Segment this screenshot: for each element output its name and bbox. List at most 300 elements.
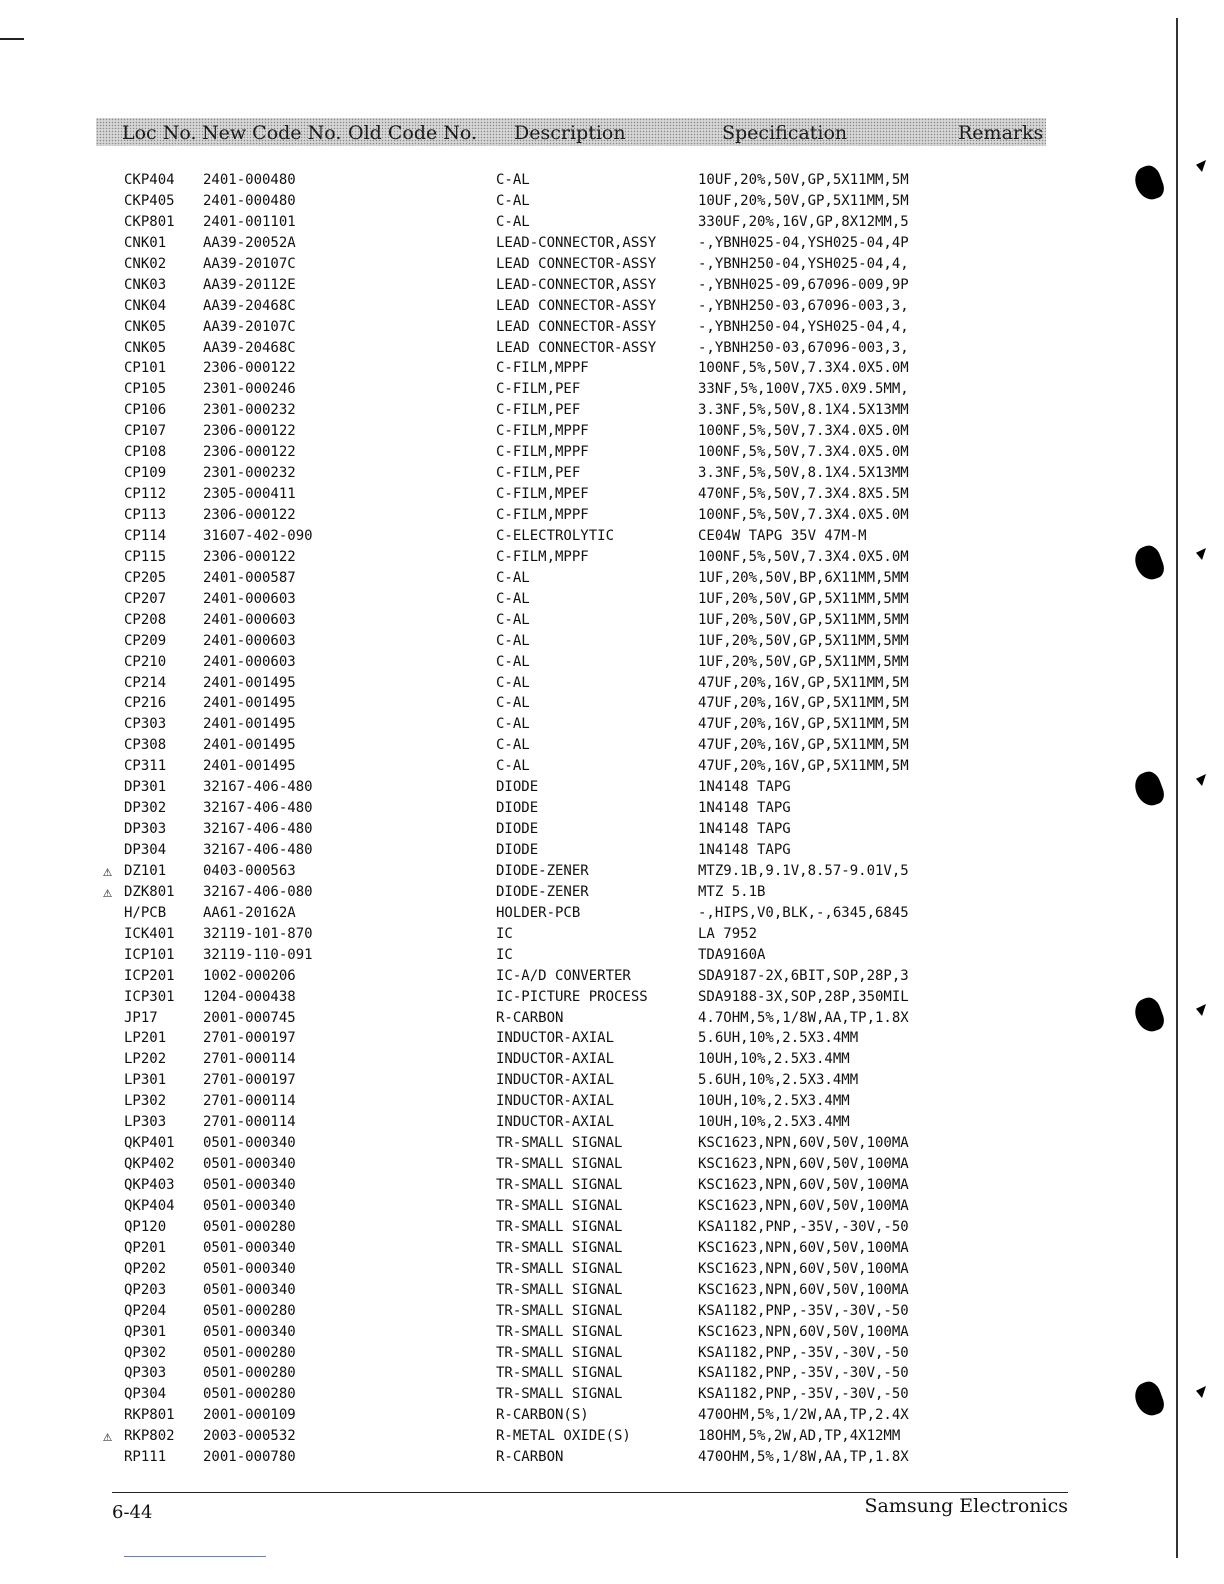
cell-description: TR-SMALL SIGNAL — [496, 1156, 623, 1173]
table-row — [0, 673, 1224, 694]
cell-new-code: 0501-000280 — [203, 1386, 296, 1403]
cell-description: TR-SMALL SIGNAL — [496, 1218, 623, 1235]
cell-specification: 18OHM,5%,2W,AD,TP,4X12MM — [698, 1428, 901, 1445]
cell-specification: 1UF,20%,50V,GP,5X11MM,5MM — [698, 632, 909, 649]
cell-description: INDUCTOR-AXIAL — [496, 1114, 615, 1131]
cell-description: INDUCTOR-AXIAL — [496, 1051, 615, 1068]
cell-specification: 1UF,20%,50V,GP,5X11MM,5MM — [698, 653, 909, 670]
cell-specification: 47UF,20%,16V,GP,5X11MM,5M — [698, 758, 909, 775]
cell-loc-no: CNK01 — [124, 234, 167, 251]
parts-table — [0, 170, 1224, 1468]
cell-specification: KSA1182,PNP,-35V,-30V,-50 — [698, 1344, 909, 1361]
cell-loc-no: LP302 — [124, 1093, 167, 1110]
table-row — [0, 1363, 1224, 1384]
cell-loc-no: QP202 — [124, 1260, 167, 1277]
cell-loc-no: CNK04 — [124, 297, 167, 314]
table-row — [0, 1133, 1224, 1154]
cell-description: LEAD-CONNECTOR,ASSY — [496, 276, 657, 293]
cell-new-code: 1002-000206 — [203, 967, 296, 984]
cell-loc-no: QP204 — [124, 1302, 167, 1319]
cell-specification: KSA1182,PNP,-35V,-30V,-50 — [698, 1302, 909, 1319]
cell-specification: 47UF,20%,16V,GP,5X11MM,5M — [698, 716, 909, 733]
table-row — [0, 819, 1224, 840]
table-row — [0, 1008, 1224, 1029]
table-row — [0, 526, 1224, 547]
cell-specification: 470OHM,5%,1/2W,AA,TP,2.4X — [698, 1407, 909, 1424]
cell-new-code: 2305-000411 — [203, 486, 296, 503]
cell-description: C-AL — [496, 590, 530, 607]
table-row — [0, 1280, 1224, 1301]
cell-new-code: 2401-000480 — [203, 192, 296, 209]
cell-description: TR-SMALL SIGNAL — [496, 1239, 623, 1256]
cell-new-code: AA39-20112E — [203, 276, 296, 293]
table-row — [0, 442, 1224, 463]
table-row — [0, 1301, 1224, 1322]
table-row — [0, 505, 1224, 526]
cell-description: C-FILM,PEF — [496, 402, 581, 419]
cell-description: INDUCTOR-AXIAL — [496, 1030, 615, 1047]
cell-description: C-AL — [496, 653, 530, 670]
cell-loc-no: QP304 — [124, 1386, 167, 1403]
cell-loc-no: QP203 — [124, 1281, 167, 1298]
cell-new-code: 2701-000114 — [203, 1093, 296, 1110]
table-row — [0, 1091, 1224, 1112]
cell-description: C-AL — [496, 172, 530, 188]
cell-loc-no: QKP401 — [124, 1135, 175, 1152]
cell-new-code: 32167-406-480 — [203, 800, 313, 817]
table-row — [0, 358, 1224, 379]
table-row — [0, 1028, 1224, 1049]
cell-specification: 330UF,20%,16V,GP,8X12MM,5 — [698, 213, 909, 230]
cell-specification: 10UF,20%,50V,GP,5X11MM,5M — [698, 172, 909, 188]
table-row — [0, 631, 1224, 652]
cell-new-code: 32167-406-480 — [203, 821, 313, 838]
cell-description: TR-SMALL SIGNAL — [496, 1365, 623, 1382]
table-row — [0, 987, 1224, 1008]
cell-description: IC-A/D CONVERTER — [496, 967, 631, 984]
cell-loc-no: CP214 — [124, 674, 167, 691]
cell-specification: CE04W TAPG 35V 47M-M — [698, 527, 867, 544]
cell-specification: -,YBNH250-04,YSH025-04,4, — [698, 255, 909, 272]
cell-description: R-CARBON — [496, 1009, 564, 1026]
table-row — [0, 882, 1224, 903]
table-row — [0, 1238, 1224, 1259]
cell-new-code: 32167-406-080 — [203, 883, 313, 900]
table-row — [0, 735, 1224, 756]
table-row — [0, 233, 1224, 254]
cell-description: C-FILM,PEF — [496, 381, 581, 398]
cell-description: TR-SMALL SIGNAL — [496, 1260, 623, 1277]
cell-specification: -,YBNH025-04,YSH025-04,4P — [698, 234, 909, 251]
cell-new-code: 0403-000563 — [203, 862, 296, 879]
cell-specification: 1UF,20%,50V,GP,5X11MM,5MM — [698, 590, 909, 607]
cell-description: C-AL — [496, 737, 530, 754]
cell-description: C-FILM,MPPF — [496, 548, 589, 565]
cell-loc-no: CP210 — [124, 653, 167, 670]
cell-description: IC — [496, 925, 513, 942]
table-row — [0, 1447, 1224, 1468]
header-old-code: Old Code No. — [348, 122, 478, 144]
cell-description: C-AL — [496, 674, 530, 691]
cell-new-code: 2701-000114 — [203, 1051, 296, 1068]
table-row — [0, 212, 1224, 233]
cell-description: C-FILM,MPPF — [496, 444, 589, 461]
cell-loc-no: CP207 — [124, 590, 167, 607]
cell-new-code: 2001-000109 — [203, 1407, 296, 1424]
cell-new-code: AA39-20468C — [203, 297, 296, 314]
cell-loc-no: QKP403 — [124, 1177, 175, 1193]
cell-specification: 1UF,20%,50V,BP,6X11MM,5MM — [698, 569, 909, 586]
cell-loc-no: JP17 — [124, 1009, 158, 1026]
cell-new-code: 2306-000122 — [203, 360, 296, 377]
cell-new-code: 2401-000603 — [203, 611, 296, 628]
cell-new-code: 0501-000340 — [203, 1323, 296, 1340]
table-row — [0, 191, 1224, 212]
table-row — [0, 1112, 1224, 1133]
cell-loc-no: QP302 — [124, 1344, 167, 1361]
cell-description: TR-SMALL SIGNAL — [496, 1281, 623, 1298]
page-number: 6-44 — [112, 1502, 153, 1523]
cell-new-code: 0501-000340 — [203, 1197, 296, 1214]
cell-new-code: 1204-000438 — [203, 988, 296, 1005]
cell-loc-no: CP303 — [124, 716, 167, 733]
cell-loc-no: RKP802 — [124, 1428, 175, 1445]
cell-specification: 1UF,20%,50V,GP,5X11MM,5MM — [698, 611, 909, 628]
cell-loc-no: CP109 — [124, 465, 167, 482]
cell-specification: -,YBNH250-03,67096-003,3, — [698, 297, 909, 314]
cell-new-code: 2306-000122 — [203, 444, 296, 461]
cell-loc-no: QKP402 — [124, 1156, 175, 1173]
warning-icon: ⚠ — [103, 861, 113, 880]
table-row — [0, 1384, 1224, 1405]
cell-specification: KSC1623,NPN,60V,50V,100MA — [698, 1239, 909, 1256]
footer-rule — [112, 1492, 1068, 1493]
cell-specification: KSC1623,NPN,60V,50V,100MA — [698, 1323, 909, 1340]
table-row — [0, 400, 1224, 421]
cell-specification: 1N4148 TAPG — [698, 842, 791, 858]
cell-loc-no: ICP301 — [124, 988, 175, 1005]
corner-mark — [0, 38, 24, 40]
cell-loc-no: CKP801 — [124, 213, 175, 230]
cell-loc-no: DZK801 — [124, 883, 175, 900]
cell-loc-no: CP216 — [124, 695, 167, 712]
cell-specification: 1N4148 TAPG — [698, 800, 791, 817]
cell-loc-no: CP209 — [124, 632, 167, 649]
cell-description: C-FILM,MPPF — [496, 360, 589, 377]
cell-specification: 47UF,20%,16V,GP,5X11MM,5M — [698, 737, 909, 754]
cell-specification: KSC1623,NPN,60V,50V,100MA — [698, 1156, 909, 1173]
cell-loc-no: CP112 — [124, 486, 167, 503]
cell-specification: TDA9160A — [698, 946, 766, 963]
cell-description: INDUCTOR-AXIAL — [496, 1093, 615, 1110]
cell-new-code: 2003-000532 — [203, 1428, 296, 1445]
cell-loc-no: CP311 — [124, 758, 167, 775]
cell-new-code: 2301-000246 — [203, 381, 296, 398]
cell-specification: 3.3NF,5%,50V,8.1X4.5X13MM — [698, 402, 909, 419]
cell-specification: 3.3NF,5%,50V,8.1X4.5X13MM — [698, 465, 909, 482]
cell-specification: -,YBNH250-04,YSH025-04,4, — [698, 318, 909, 335]
cell-loc-no: DP302 — [124, 800, 167, 817]
cell-loc-no: CP106 — [124, 402, 167, 419]
cell-new-code: 2401-000603 — [203, 632, 296, 649]
cell-loc-no: ICK401 — [124, 925, 175, 942]
table-row — [0, 589, 1224, 610]
cell-new-code: 32119-101-870 — [203, 925, 313, 942]
cell-loc-no: CP308 — [124, 737, 167, 754]
cell-new-code: 2701-000114 — [203, 1114, 296, 1131]
cell-specification: 5.6UH,10%,2.5X3.4MM — [698, 1072, 859, 1089]
cell-loc-no: CP208 — [124, 611, 167, 628]
cell-specification: 100NF,5%,50V,7.3X4.0X5.0M — [698, 423, 909, 440]
cell-specification: KSC1623,NPN,60V,50V,100MA — [698, 1260, 909, 1277]
cell-specification: KSA1182,PNP,-35V,-30V,-50 — [698, 1386, 909, 1403]
cell-new-code: 2301-000232 — [203, 402, 296, 419]
table-row — [0, 170, 1224, 191]
cell-new-code: 31607-402-090 — [203, 527, 313, 544]
cell-description: C-FILM,PEF — [496, 465, 581, 482]
cell-specification: 470OHM,5%,1/8W,AA,TP,1.8X — [698, 1449, 909, 1466]
cell-new-code: 2401-000587 — [203, 569, 296, 586]
cell-new-code: 2701-000197 — [203, 1030, 296, 1047]
table-row — [0, 1217, 1224, 1238]
footer-brand: Samsung Electronics — [864, 1495, 1068, 1517]
cell-loc-no: CNK02 — [124, 255, 167, 272]
table-header — [96, 118, 1046, 146]
cell-loc-no: CP205 — [124, 569, 167, 586]
cell-loc-no: CP115 — [124, 548, 167, 565]
cell-new-code: 0501-000340 — [203, 1135, 296, 1152]
table-row — [0, 610, 1224, 631]
cell-new-code: 32167-406-480 — [203, 779, 313, 796]
cell-new-code: 2401-001101 — [203, 213, 296, 230]
cell-description: C-FILM,MPEF — [496, 486, 589, 503]
cell-description: DIODE-ZENER — [496, 883, 589, 900]
cell-specification: MTZ 5.1B — [698, 883, 766, 900]
cell-loc-no: DP304 — [124, 842, 167, 858]
cell-loc-no: ICP201 — [124, 967, 175, 984]
cell-loc-no: QP303 — [124, 1365, 167, 1382]
cell-description: C-AL — [496, 569, 530, 586]
cell-description: C-AL — [496, 192, 530, 209]
cell-new-code: 0501-000340 — [203, 1239, 296, 1256]
cell-description: C-AL — [496, 716, 530, 733]
cell-new-code: 0501-000340 — [203, 1281, 296, 1298]
cell-description: DIODE — [496, 842, 539, 858]
cell-description: TR-SMALL SIGNAL — [496, 1135, 623, 1152]
table-row — [0, 296, 1224, 317]
table-row — [0, 379, 1224, 400]
cell-specification: SDA9187-2X,6BIT,SOP,28P,3 — [698, 967, 909, 984]
table-row — [0, 1196, 1224, 1217]
footer-underline — [124, 1556, 266, 1557]
table-row — [0, 756, 1224, 777]
cell-specification: 10UH,10%,2.5X3.4MM — [698, 1093, 850, 1110]
cell-description: LEAD CONNECTOR-ASSY — [496, 318, 657, 335]
cell-loc-no: CP105 — [124, 381, 167, 398]
cell-description: DIODE-ZENER — [496, 862, 589, 879]
table-row — [0, 1154, 1224, 1175]
cell-loc-no: LP202 — [124, 1051, 167, 1068]
cell-new-code: 0501-000340 — [203, 1156, 296, 1173]
cell-description: DIODE — [496, 800, 539, 817]
cell-description: TR-SMALL SIGNAL — [496, 1302, 623, 1319]
cell-description: LEAD-CONNECTOR,ASSY — [496, 234, 657, 251]
cell-loc-no: CKP404 — [124, 172, 175, 188]
cell-new-code: 0501-000280 — [203, 1344, 296, 1361]
table-row — [0, 1049, 1224, 1070]
cell-description: C-AL — [496, 213, 530, 230]
cell-specification: MTZ9.1B,9.1V,8.57-9.01V,5 — [698, 862, 909, 879]
cell-new-code: AA39-20052A — [203, 234, 296, 251]
cell-new-code: 2401-001495 — [203, 737, 296, 754]
cell-specification: 5.6UH,10%,2.5X3.4MM — [698, 1030, 859, 1047]
cell-new-code: 32119-110-091 — [203, 946, 313, 963]
cell-loc-no: CP114 — [124, 527, 167, 544]
cell-new-code: 2701-000197 — [203, 1072, 296, 1089]
table-row — [0, 903, 1224, 924]
cell-specification: 100NF,5%,50V,7.3X4.0X5.0M — [698, 360, 909, 377]
cell-specification: 10UH,10%,2.5X3.4MM — [698, 1051, 850, 1068]
table-row — [0, 945, 1224, 966]
cell-new-code: 2401-000480 — [203, 172, 296, 188]
cell-new-code: 32167-406-480 — [203, 842, 313, 858]
cell-loc-no: QP120 — [124, 1218, 167, 1235]
table-row — [0, 861, 1224, 882]
cell-specification: SDA9188-3X,SOP,28P,350MIL — [698, 988, 909, 1005]
cell-loc-no: RP111 — [124, 1449, 167, 1466]
cell-specification: 10UH,10%,2.5X3.4MM — [698, 1114, 850, 1131]
cell-loc-no: QKP404 — [124, 1197, 175, 1214]
cell-loc-no: CP107 — [124, 423, 167, 440]
cell-new-code: 0501-000280 — [203, 1302, 296, 1319]
table-row — [0, 275, 1224, 296]
cell-description: INDUCTOR-AXIAL — [496, 1072, 615, 1089]
cell-loc-no: LP301 — [124, 1072, 167, 1089]
cell-specification: -,YBNH025-09,67096-009,9P — [698, 276, 909, 293]
cell-specification: 1N4148 TAPG — [698, 821, 791, 838]
cell-description: C-AL — [496, 758, 530, 775]
table-row — [0, 840, 1224, 861]
cell-specification: KSA1182,PNP,-35V,-30V,-50 — [698, 1218, 909, 1235]
cell-description: TR-SMALL SIGNAL — [496, 1344, 623, 1361]
cell-new-code: 2401-001495 — [203, 695, 296, 712]
cell-description: DIODE — [496, 821, 539, 838]
table-row — [0, 1405, 1224, 1426]
cell-loc-no: H/PCB — [124, 904, 167, 921]
cell-specification: 100NF,5%,50V,7.3X4.0X5.0M — [698, 548, 909, 565]
table-row — [0, 1426, 1224, 1447]
warning-icon: ⚠ — [103, 1427, 113, 1446]
cell-specification: KSC1623,NPN,60V,50V,100MA — [698, 1197, 909, 1214]
header-new-code: New Code No. — [202, 122, 342, 144]
cell-new-code: AA39-20468C — [203, 339, 296, 356]
table-row — [0, 463, 1224, 484]
cell-loc-no: QP301 — [124, 1323, 167, 1340]
table-row — [0, 798, 1224, 819]
cell-new-code: 2001-000780 — [203, 1449, 296, 1466]
cell-description: C-AL — [496, 611, 530, 628]
cell-loc-no: RKP801 — [124, 1407, 175, 1424]
table-row — [0, 777, 1224, 798]
cell-description: IC-PICTURE PROCESS — [496, 988, 648, 1005]
cell-specification: -,YBNH250-03,67096-003,3, — [698, 339, 909, 356]
cell-loc-no: CKP405 — [124, 192, 175, 209]
cell-specification: KSC1623,NPN,60V,50V,100MA — [698, 1281, 909, 1298]
header-remarks: Remarks — [958, 122, 1044, 144]
cell-new-code: 2401-001495 — [203, 674, 296, 691]
cell-specification: KSA1182,PNP,-35V,-30V,-50 — [698, 1365, 909, 1382]
cell-specification: 100NF,5%,50V,7.3X4.0X5.0M — [698, 507, 909, 523]
cell-description: C-AL — [496, 695, 530, 712]
cell-description: C-FILM,MPPF — [496, 423, 589, 440]
cell-new-code: 2306-000122 — [203, 423, 296, 440]
cell-description: LEAD CONNECTOR-ASSY — [496, 255, 657, 272]
cell-loc-no: CP108 — [124, 444, 167, 461]
cell-new-code: 2401-000603 — [203, 653, 296, 670]
cell-new-code: 2401-001495 — [203, 758, 296, 775]
table-row — [0, 421, 1224, 442]
cell-new-code: 2401-001495 — [203, 716, 296, 733]
cell-loc-no: ICP101 — [124, 946, 175, 963]
table-row — [0, 1070, 1224, 1091]
cell-new-code: 2306-000122 — [203, 548, 296, 565]
cell-loc-no: CNK05 — [124, 318, 167, 335]
table-row — [0, 714, 1224, 735]
warning-icon: ⚠ — [103, 882, 113, 901]
cell-loc-no: LP201 — [124, 1030, 167, 1047]
cell-new-code: 0501-000340 — [203, 1177, 296, 1193]
header-specification: Specification — [722, 122, 848, 144]
cell-loc-no: CP113 — [124, 507, 167, 523]
cell-new-code: AA39-20107C — [203, 255, 296, 272]
cell-specification: 33NF,5%,100V,7X5.0X9.5MM, — [698, 381, 909, 398]
cell-specification: 10UF,20%,50V,GP,5X11MM,5M — [698, 192, 909, 209]
cell-description: C-FILM,MPPF — [496, 507, 589, 523]
cell-new-code: 2301-000232 — [203, 465, 296, 482]
cell-specification: 47UF,20%,16V,GP,5X11MM,5M — [698, 695, 909, 712]
cell-loc-no: DP301 — [124, 779, 167, 796]
table-row — [0, 484, 1224, 505]
table-row — [0, 254, 1224, 275]
cell-new-code: 0501-000340 — [203, 1260, 296, 1277]
table-row — [0, 1259, 1224, 1280]
cell-description: TR-SMALL SIGNAL — [496, 1197, 623, 1214]
table-row — [0, 317, 1224, 338]
cell-specification: 4.7OHM,5%,1/8W,AA,TP,1.8X — [698, 1009, 909, 1026]
cell-loc-no: LP303 — [124, 1114, 167, 1131]
cell-description: HOLDER-PCB — [496, 904, 581, 921]
table-row — [0, 568, 1224, 589]
cell-specification: LA 7952 — [698, 925, 758, 942]
cell-new-code: AA39-20107C — [203, 318, 296, 335]
cell-loc-no: CNK03 — [124, 276, 167, 293]
table-row — [0, 1322, 1224, 1343]
cell-loc-no: CNK05 — [124, 339, 167, 356]
cell-specification: KSC1623,NPN,60V,50V,100MA — [698, 1135, 909, 1152]
cell-description: IC — [496, 946, 513, 963]
cell-description: LEAD CONNECTOR-ASSY — [496, 339, 657, 356]
cell-specification: 470NF,5%,50V,7.3X4.8X5.5M — [698, 486, 909, 503]
cell-loc-no: CP101 — [124, 360, 167, 377]
cell-description: R-METAL OXIDE(S) — [496, 1428, 631, 1445]
cell-new-code: 2401-000603 — [203, 590, 296, 607]
table-row — [0, 338, 1224, 359]
table-row — [0, 652, 1224, 673]
table-row — [0, 924, 1224, 945]
table-row — [0, 1175, 1224, 1196]
cell-new-code: 0501-000280 — [203, 1365, 296, 1382]
cell-specification: -,HIPS,V0,BLK,-,6345,6845 — [698, 904, 909, 921]
